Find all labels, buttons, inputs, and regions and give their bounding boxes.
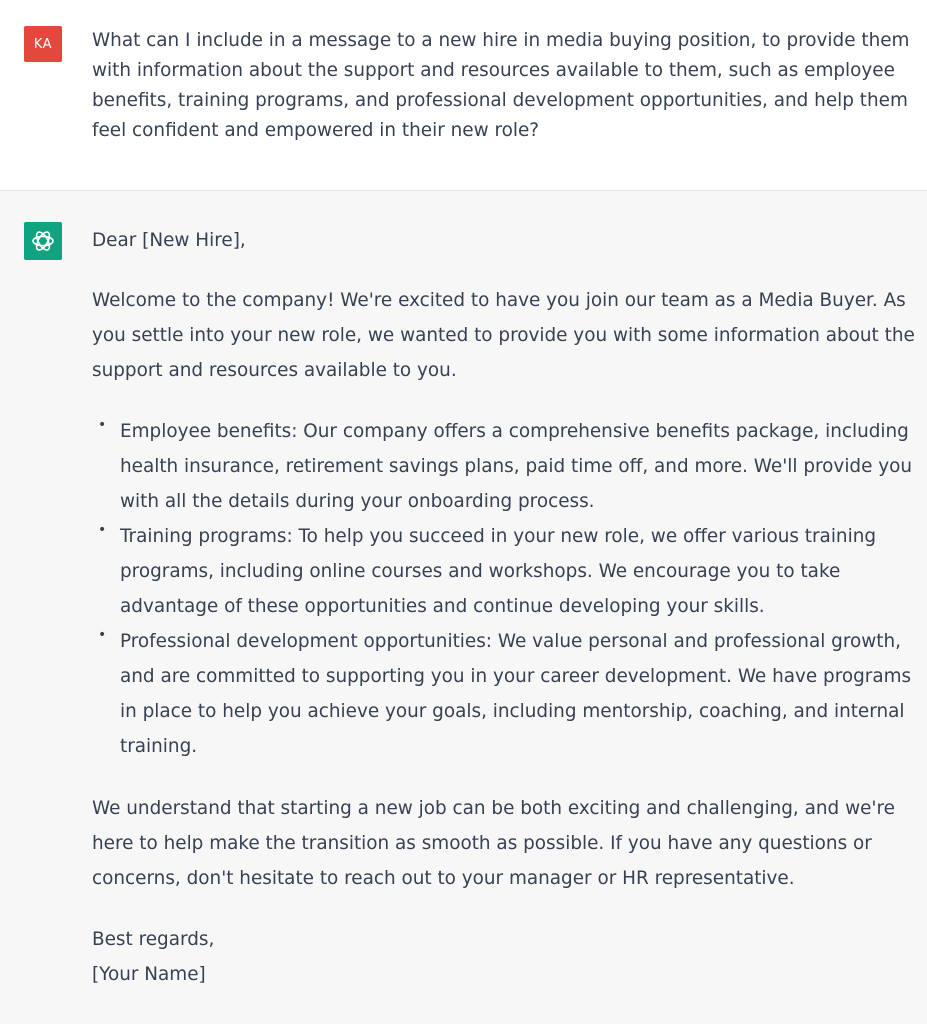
openai-logo-icon (30, 228, 56, 254)
user-message-row (0, 0, 927, 191)
letter-signoff: Best regards, (92, 929, 215, 950)
list-item-professional-development: • Professional development opportunities: We value personal and professional growth, and are committed to supporting you in your career development. We have programs in place to help you achieve your goals, including mentorship, coaching, and internal training. (92, 624, 922, 764)
user-avatar-initials: KA (33, 36, 53, 52)
letter-closing-paragraph: We understand that starting a new job can be both exciting and challenging, and we're here to help make the transition as smooth as possible. If you have any questions or concerns, don't hesitate to reach out to your manager or HR representative. (92, 798, 895, 889)
letter-signature: [Your Name] (92, 964, 206, 985)
list-item-benefits: • Employee benefits: Our company offers a comprehensive benefits package, including health insurance, retirement savings plans, paid time off, and more. We'll provide you with all the details during your onboarding process. (92, 414, 922, 519)
resource-list (92, 414, 922, 764)
user-avatar (24, 26, 62, 62)
letter-intro-paragraph: Welcome to the company! We're excited to have you join our team as a Media Buyer. As you settle into your new role, we wanted to provide you with some information about the support and resources available to you. (92, 290, 915, 381)
list-item-training: • Training programs: To help you succeed in your new role, we offer various training programs, including online courses and workshops. We encourage you to take advantage of these opportunities and continue developing your skills. (92, 519, 922, 624)
user-message-text: What can I include in a message to a new hire in media buying position, to provide them with information about the support and resources available to them, such as employee benefits, training programs, and professional development opportunities, and help them feel confident and empowered in their new role? (92, 30, 910, 141)
letter-greeting: Dear [New Hire], (92, 230, 246, 251)
assistant-avatar (24, 222, 62, 260)
